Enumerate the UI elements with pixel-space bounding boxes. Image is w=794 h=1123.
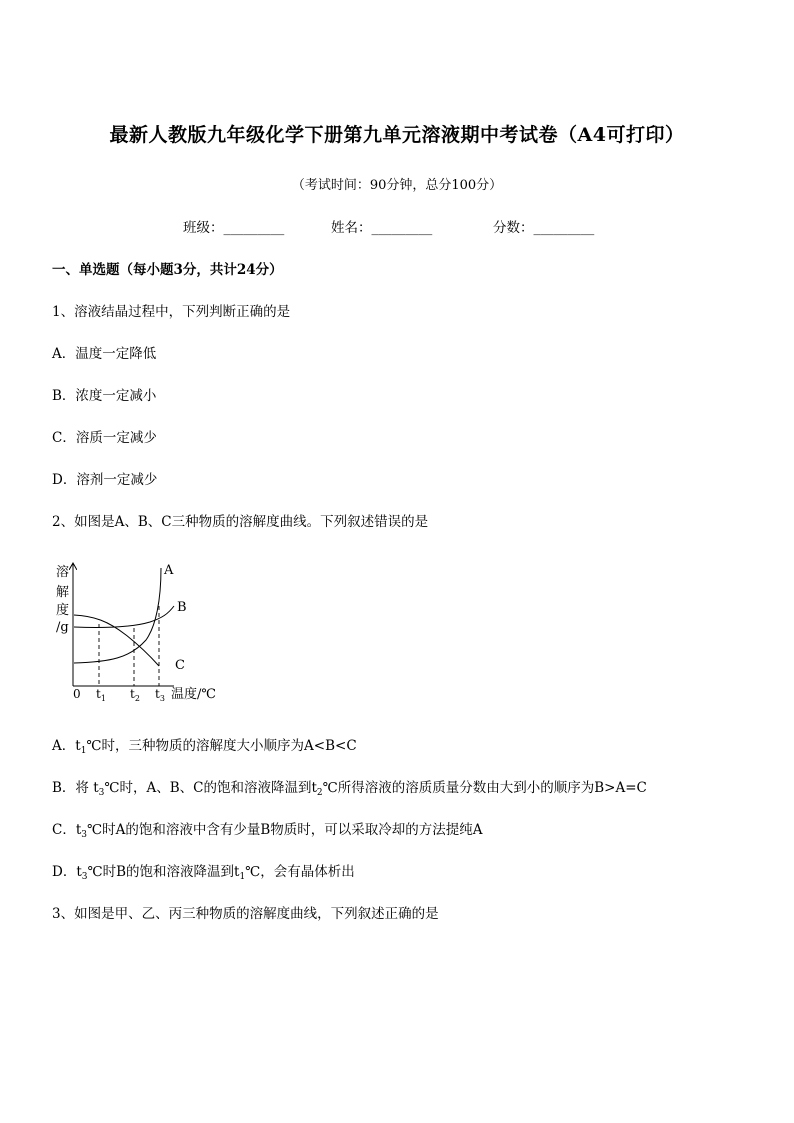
series-label-c: C (175, 658, 185, 673)
y-label-char-2: 解 (56, 585, 70, 600)
q2-option-d: D．$t_3℃$时B的饱和溶液降温到$t_1℃$，会有晶体析出 (52, 864, 355, 882)
solubility-chart-svg (50, 558, 230, 708)
q1-option-d: D．溶剂一定减少 (52, 472, 158, 488)
q2-option-a: A．$t_1℃$时，三种物质的溶解度大小顺序为A<B<C (52, 738, 357, 756)
series-label-b: B (177, 600, 187, 615)
section-heading: 一、单选题（每小题3分，共计24分） (52, 262, 283, 278)
y-label-unit: /g (56, 620, 69, 635)
q2-option-b: B．将 $t_3℃$时，A、B、C的饱和溶液降温到$t_2℃$所得溶液的溶质质量分数由大到小的顺序为B>A=C (52, 780, 647, 798)
q1-option-b: B．浓度一定减小 (52, 388, 157, 404)
q2-option-c: C．$t_3℃$时A的饱和溶液中含有少量B物质时，可以采取冷却的方法提纯A (52, 822, 483, 840)
class-field: 班级：_________ (183, 220, 285, 236)
q1-option-a: A．温度一定降低 (52, 346, 157, 362)
x-tick-t2: $t_2$ (130, 687, 140, 703)
x-tick-t3: $t_3$ (155, 687, 165, 703)
question-3-stem: 3、如图是甲、乙、丙三种物质的溶解度曲线，下列叙述正确的是 (52, 906, 439, 922)
series-label-a: A (164, 563, 174, 578)
question-1-stem: 1、溶液结晶过程中，下列判断正确的是 (52, 304, 291, 320)
score-field: 分数：_________ (493, 220, 595, 236)
curve-a (74, 568, 161, 663)
exam-info: （考试时间：90分钟，总分100分） (291, 178, 503, 193)
x-tick-t1: $t_1$ (96, 687, 106, 703)
q1-option-c: C．溶质一定减少 (52, 430, 157, 446)
y-label-char-1: 溶 (56, 565, 70, 580)
solubility-chart (50, 558, 230, 708)
origin-label: 0 (73, 687, 81, 701)
page-title: 最新人教版九年级化学下册第九单元溶液期中考试卷（A4可打印） (109, 124, 685, 146)
x-axis-label: 温度/℃ (171, 687, 216, 702)
name-field: 姓名：_________ (331, 220, 433, 236)
question-2-stem: 2、如图是A、B、C三种物质的溶解度曲线。下列叙述错误的是 (52, 514, 429, 530)
y-label-char-3: 度 (56, 603, 70, 618)
